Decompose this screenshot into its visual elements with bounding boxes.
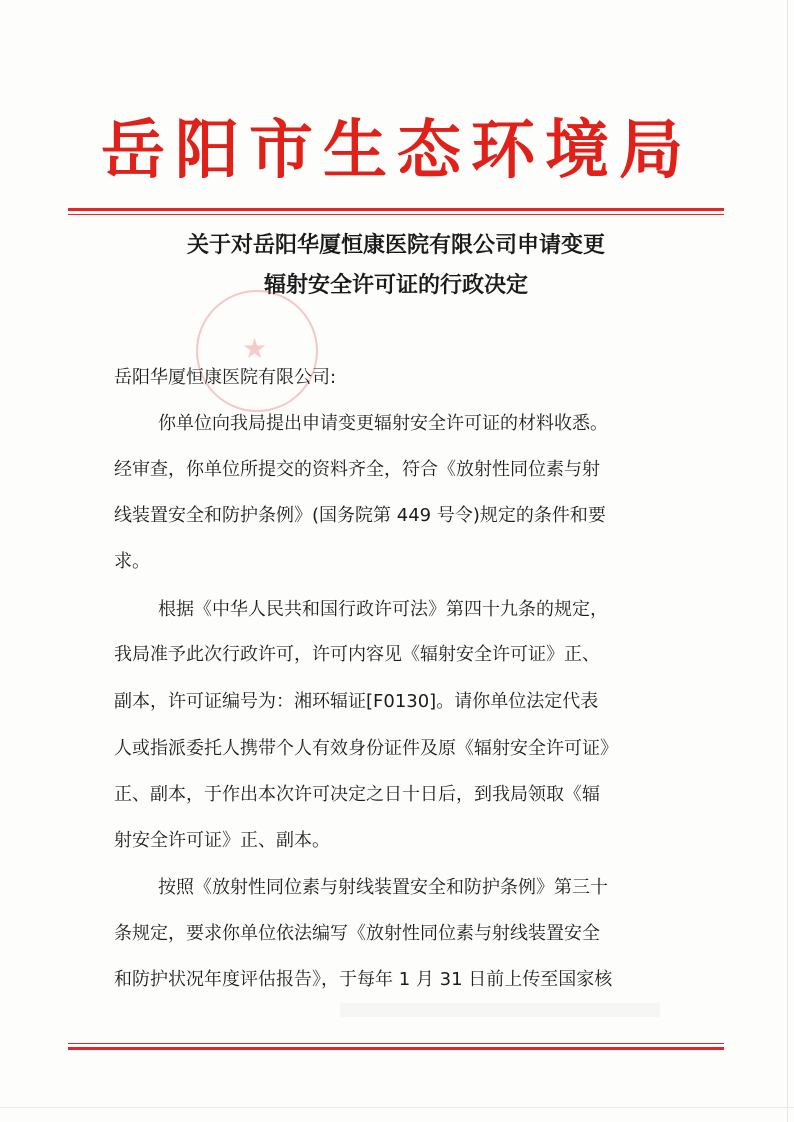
letterhead-rule-thin <box>68 214 724 215</box>
addressee: 岳阳华厦恒康医院有限公司: <box>114 367 337 388</box>
paragraph-2-line-2: 我局准予此次行政许可，许可内容见《辐射安全许可证》正、 <box>114 644 600 665</box>
footer-rule-thin <box>68 1043 724 1044</box>
bleed-through-text <box>340 1003 660 1017</box>
paragraph-2-line-3: 副本，许可证编号为：湘环辐证[F0130]。请你单位法定代表 <box>114 691 599 712</box>
paragraph-2-line-5: 正、副本，于作出本次许可决定之日十日后，到我局领取《辐 <box>114 784 600 805</box>
paragraph-2-line-1: 根据《中华人民共和国行政许可法》第四十九条的规定， <box>158 599 608 620</box>
letterhead-rule-thick <box>68 208 724 211</box>
official-seal <box>196 290 318 412</box>
paragraph-1-line-3: 线装置安全和防护条例》(国务院第 449 号令)规定的条件和要 <box>114 505 606 526</box>
letterhead-org-name: 岳阳市生态环境局 <box>101 113 693 188</box>
footer-rule-thick <box>68 1047 724 1050</box>
paragraph-3-line-3: 和防护状况年度评估报告》，于每年 1 月 31 日前上传至国家核 <box>114 969 613 990</box>
document-title-line-1: 关于对岳阳华厦恒康医院有限公司申请变更 <box>186 233 605 258</box>
paragraph-1-line-1: 你单位向我局提出申请变更辐射安全许可证的材料收悉。 <box>158 413 608 434</box>
paragraph-2-line-6: 射安全许可证》正、副本。 <box>114 830 330 851</box>
paragraph-1-line-2: 经审查，你单位所提交的资料齐全，符合《放射性同位素与射 <box>114 459 600 480</box>
paragraph-1-line-4: 求。 <box>114 551 150 572</box>
page-edge-bottom <box>0 1107 794 1108</box>
page-edge <box>787 0 788 1122</box>
paragraph-3-line-1: 按照《放射性同位素与射线装置安全和防护条例》第三十 <box>158 877 608 898</box>
paragraph-2-line-4: 人或指派委托人携带个人有效身份证件及原《辐射安全许可证》 <box>114 738 618 759</box>
document-title-line-2: 辐射安全许可证的行政决定 <box>263 273 528 298</box>
seal-star-icon: ★ <box>242 332 268 365</box>
paragraph-3-line-2: 条规定，要求你单位依法编写《放射性同位素与射线装置安全 <box>114 923 600 944</box>
